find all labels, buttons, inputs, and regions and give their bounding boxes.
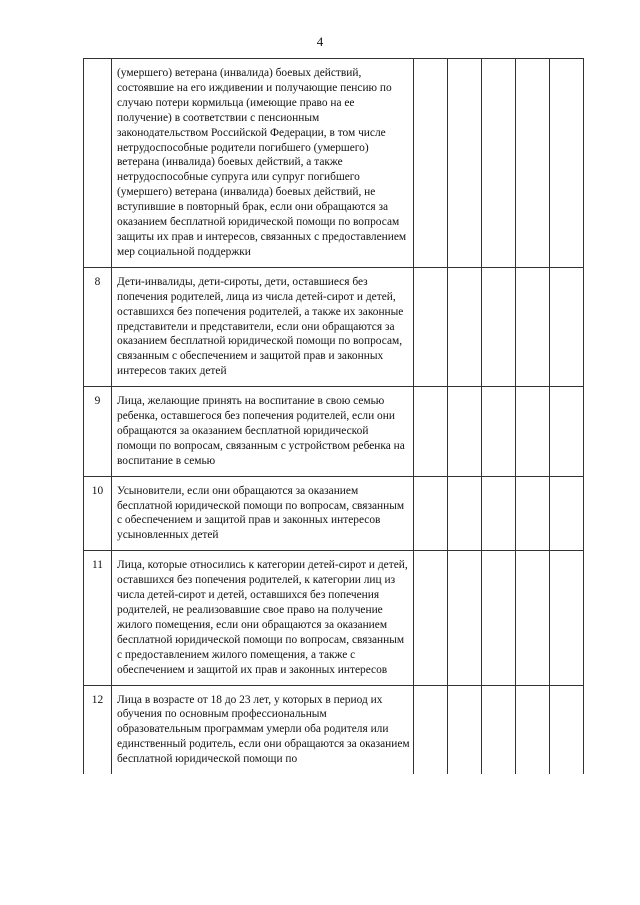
empty-cell bbox=[550, 59, 584, 268]
row-number: 12 bbox=[84, 685, 112, 774]
table-row bbox=[84, 267, 584, 386]
table-row bbox=[84, 387, 584, 477]
category-text: Лица в возрасте от 18 до 23 лет, у которых в период их обучения по основным профессиональным образовательным программам умерли оба родителя или единственный родитель, если они обращаются за оказанием бесплатной юридической помощи по bbox=[112, 685, 414, 774]
table-row bbox=[84, 551, 584, 685]
empty-cell bbox=[448, 267, 482, 386]
empty-cell bbox=[550, 685, 584, 774]
category-text: Усыновители, если они обращаются за оказанием бесплатной юридической помощи по вопросам, связанным с обеспечением и защитой прав и законных интересов усыновленных детей bbox=[112, 476, 414, 551]
empty-cell bbox=[550, 551, 584, 685]
category-text: Лица, желающие принять на воспитание в свою семью ребенка, оставшегося без попечения родителей, если они обращаются за оказанием бесплатной юридической помощи по вопросам, связанным с устройством ребенка на воспитание в семью bbox=[112, 387, 414, 477]
empty-cell bbox=[482, 551, 516, 685]
empty-cell bbox=[448, 387, 482, 477]
page-number: 4 bbox=[316, 34, 324, 49]
table-row bbox=[84, 59, 584, 268]
empty-cell bbox=[550, 387, 584, 477]
legal-aid-categories-table bbox=[83, 58, 584, 774]
empty-cell bbox=[516, 551, 550, 685]
table-row bbox=[84, 476, 584, 551]
empty-cell bbox=[516, 685, 550, 774]
category-text: (умершего) ветерана (инвалида) боевых действий, состоявшие на его иждивении и получающие пенсию по случаю потери кормильца (имеющие право на ее получение) в соответствии с пенсионным законодательством Российской Федерации, в том числе нетрудоспособные родители погибшего (умершего) ветерана (инвалида) боевых действий, а также нетрудоспособные супруга или супруг погибшего (умершего) ветерана (инвалида) боевых действий, не вступившие в повторный брак, если они обращаются за оказанием бесплатной юридической помощи по вопросам защиты их прав и интересов, связанных с предоставлением мер социальной поддержки bbox=[112, 59, 414, 268]
category-text: Лица, которые относились к категории детей-сирот и детей, оставшихся без попечения родителей, к категории лиц из числа детей-сирот и детей, оставшихся без попечения родителей, не реализовавшие свое право на получение жилого помещения, если они обращаются за оказанием бесплатной юридической помощи по вопросам, связанным с предоставлением жилого помещения, а также с обеспечением и защитой их прав и законных интересов bbox=[112, 551, 414, 685]
empty-cell bbox=[414, 387, 448, 477]
empty-cell bbox=[414, 685, 448, 774]
empty-cell bbox=[482, 59, 516, 268]
empty-cell bbox=[482, 267, 516, 386]
table-row bbox=[84, 685, 584, 774]
empty-cell bbox=[414, 551, 448, 685]
category-text: Дети-инвалиды, дети-сироты, дети, оставшиеся без попечения родителей, лица из числа детей-сирот и детей, оставшихся без попечения родителей, а также их законные представители и представители, если они обращаются за оказанием бесплатной юридической помощи по вопросам, связанным с обеспечением и защитой прав и законных интересов таких детей bbox=[112, 267, 414, 386]
empty-cell bbox=[414, 267, 448, 386]
empty-cell bbox=[516, 267, 550, 386]
empty-cell bbox=[516, 387, 550, 477]
empty-cell bbox=[448, 476, 482, 551]
empty-cell bbox=[516, 476, 550, 551]
empty-cell bbox=[550, 267, 584, 386]
empty-cell bbox=[550, 476, 584, 551]
empty-cell bbox=[482, 387, 516, 477]
empty-cell bbox=[482, 685, 516, 774]
empty-cell bbox=[448, 59, 482, 268]
empty-cell bbox=[414, 476, 448, 551]
row-number bbox=[84, 59, 112, 268]
row-number: 10 bbox=[84, 476, 112, 551]
empty-cell bbox=[516, 59, 550, 268]
row-number: 11 bbox=[84, 551, 112, 685]
empty-cell bbox=[448, 685, 482, 774]
row-number: 9 bbox=[84, 387, 112, 477]
empty-cell bbox=[482, 476, 516, 551]
empty-cell bbox=[448, 551, 482, 685]
row-number: 8 bbox=[84, 267, 112, 386]
empty-cell bbox=[414, 59, 448, 268]
